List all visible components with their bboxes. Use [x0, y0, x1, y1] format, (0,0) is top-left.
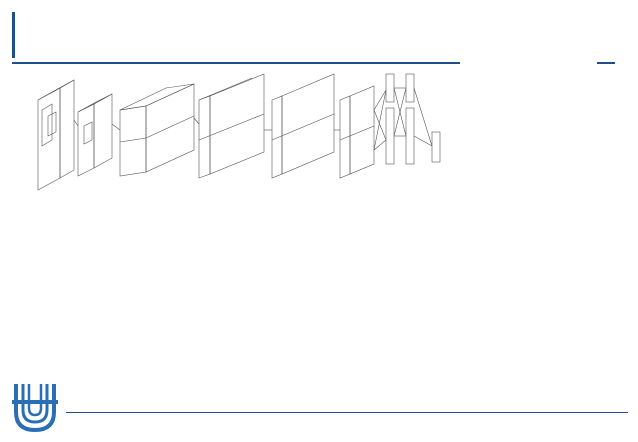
title-accent-bar — [12, 12, 15, 58]
alexnet-diagram — [34, 70, 464, 200]
title-rule-right — [597, 62, 615, 64]
title-rule — [12, 62, 460, 64]
input-volume-face — [38, 88, 60, 190]
university-logo — [10, 380, 60, 434]
footer-rule — [66, 412, 628, 413]
ilsvrc-charts — [30, 248, 450, 366]
googlenet-diagram — [488, 42, 588, 388]
